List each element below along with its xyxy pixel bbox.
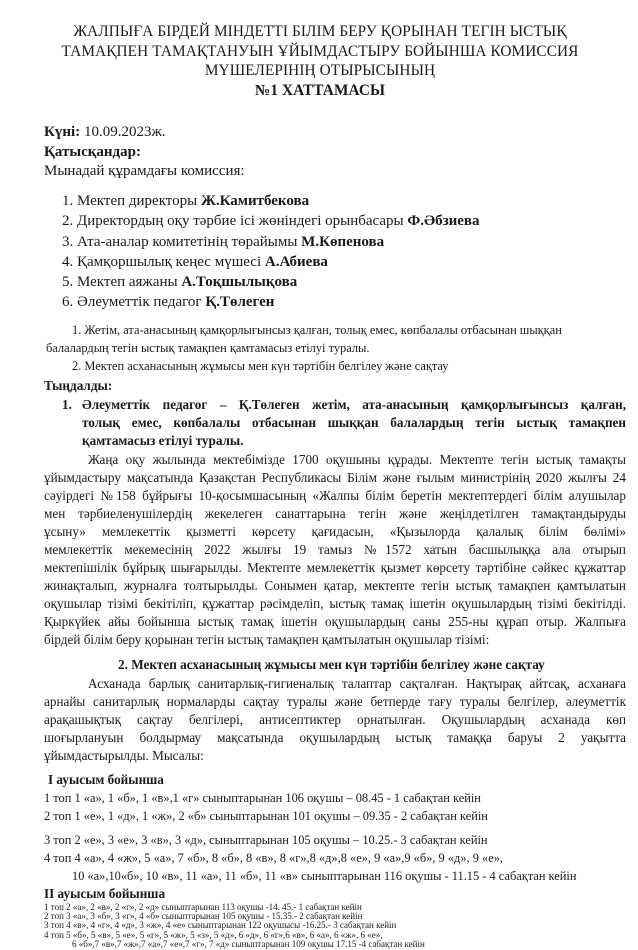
meeting-date [44, 124, 166, 141]
protocol-number: №1 ХАТТАМАСЫ [254, 81, 386, 99]
schedule-row: 2 топ 3 «а», 3 «б», 3 «г», 4 «б» сыныптарынан 105 оқушы - 15.35.- 2 сабақтан кейін [44, 911, 363, 922]
title-line: ТАМАҚПЕН ТАМАҚТАНУЫН ҰЙЫМДАСТЫРУ БОЙЫНША КОМИССИЯ [61, 42, 579, 60]
date-label: Күні: [44, 124, 81, 140]
schedule-row-continued: 6 «б»,7 «в»,7 «ж»,7 «а»,7 «е»,7 «г», 7 «д» сыныптарынан 109 оқушы 17.15 -4 сабақтан кейін [72, 938, 425, 949]
member-item [62, 274, 297, 291]
paragraph-line: мен тәрбиеленушілердің жекелеген санаттарына тегін және жеңілдетілген тамақтандыруды [44, 506, 626, 521]
member-number: 1. [62, 193, 74, 209]
title-line: МҮШЕЛЕРІНІҢ ОТЫРЫСЫНЫҢ [204, 62, 436, 79]
paragraph-line: ұйымдастыру мақсатында Қазақстан Республикасы Білім және ғылым министрінің 2020 жылғы 24 [44, 470, 626, 485]
member-role: Ата-аналар комитетінің төрайымы [77, 234, 298, 250]
paragraph-line: Асханада барлық санитарлық-гигиеналық талаптар сақталған. Нақтырақ айтсақ, асханаға [88, 676, 626, 691]
member-item [62, 254, 328, 271]
member-item [62, 234, 384, 251]
member-item [62, 193, 309, 210]
paragraph-line: мемлекеттік мекемесінің 2022 жылғы 19 тамыз №1572 хатын басшылыққа ала отырып [44, 542, 626, 557]
heard-label: Тыңдалды: [44, 378, 113, 393]
paragraph-line: Жаңа оқу жылында мектебімізде 1700 оқушыны құрады. Мектепте тегін ыстық тамақты [88, 452, 626, 467]
schedule-row: 1 топ 2 «а», 2 «в», 2 «г», 2 «д» сыныптарынан 113 оқушы -14. 45.- 1 сабақтан кейін [44, 902, 362, 912]
paragraph-line: Қыркүйек айы бойынша ыстық тамақ ішетін оқушылардың саны 255-ны құрап отыр. Жалпыға [44, 614, 626, 629]
member-role: Әлеуметтік педагог [77, 294, 202, 310]
member-role: Директордың оқу тәрбие ісі жөніндегі орынбасары [77, 213, 404, 229]
section-heading-line: Әлеуметтік педагог – Қ.Төлеген жетім, ата-анасының қамқорлығынсыз қалған, [82, 397, 626, 412]
member-name: Қ.Төлеген [205, 294, 275, 310]
member-role: Мектеп аяжаны [77, 274, 178, 290]
paragraph-line: арақашықтық сақтау белгілері, антисептиктер орнатылған. Оқушылардың асханада көп [44, 712, 626, 727]
paragraph-line: бірдей білім беру қорынан тегін ыстық тамақпен қамтылатын оқушылар тізімі: [44, 632, 490, 647]
schedule-row: 3 топ 2 «е», 3 «е», 3 «в», 3 «д», сыныптарынан 105 оқушы – 10.25.- 3 сабақтан кейін [44, 833, 488, 847]
member-number: 5. [62, 274, 74, 290]
paragraph-line: мектепішілік бұйрық шығарылды. Мектепте мемлекеттік қызмет көрсету тәртібіне сәйкес құжаттар [44, 560, 626, 575]
paragraph-line: оқушылар тізімі бекітіліп, құжаттар рәсімделіп, ыстық тамақ ішетін оқушылардың тізімі бекітілді. [44, 596, 626, 611]
member-role: Қамқоршылық кеңес мүшесі [77, 254, 262, 270]
paragraph-line: сәуірдегі №158 бұйрығы 10-қосымшасының «Жалпы білім беретін мектептердегі білім алушылар [44, 488, 626, 503]
schedule-row: 4 топ 5 «б», 5 «в», 5 «е», 5 «г», 5 «ж», 5 «з», 5 «д», 6 «д», 6 «г»,6 «в», 6 «а», 6 «ж», 6 «е», [44, 929, 383, 940]
attendees-label: Қатысқандар: [44, 144, 141, 160]
member-name: Ж.Камитбекова [200, 193, 310, 209]
commission-intro: Мынадай құрамдағы комиссия: [44, 163, 245, 179]
schedule-row: 3 топ 4 «в», 4 «г», 4 «д», 3 «ж», 4 «е» сыныптарынан 122 оқушысы -16.25.- 3 сабақтан кейін [44, 920, 397, 931]
paragraph-line: шоғырлануын болдырмау мақсатында оқушылардың ыстық тамаққа баруы 2 уақытта [44, 730, 626, 745]
member-number: 4. [62, 254, 74, 270]
member-name: Ф.Әбзиева [407, 213, 480, 229]
member-role: Мектеп директоры [77, 193, 198, 209]
paragraph-line: ұсыну» мемлекеттік қызметті көрсету қағидасын, «Қызылорда қалалық білім бөлімі» [44, 524, 626, 539]
paragraph-line: арнайы санитарлық нормаларды сақтау туралы және бетперде тағу туралы белгілер, әлеуметтік [44, 694, 626, 709]
member-number: 2. [62, 213, 74, 229]
member-number: 3. [62, 234, 74, 250]
section-heading-line: қамтамасыз етілуі туралы. [82, 433, 244, 448]
member-number: 6. [62, 294, 74, 310]
paragraph-line: ұйымдастырылды. Мысалы: [44, 748, 204, 763]
shift-label: I ауысым бойынша [48, 772, 164, 787]
member-item [62, 213, 480, 230]
schedule-row-continued: 10 «а»,10«б», 10 «в», 11 «а», 11 «б», 11 «в» сыныптарынан 116 оқушы - 11.15 - 4 сабақтан кейін [72, 869, 577, 883]
section-number: 1. [62, 397, 72, 412]
document-title [40, 22, 600, 100]
title-line: ЖАЛПЫҒА БІРДЕЙ МІНДЕТТІ БІЛІМ БЕРУ ҚОРЫНАН ТЕГІН ЫСТЫҚ [73, 23, 567, 40]
agenda-item: 2. Мектеп асханасының жұмысы мен күн тәртібін белгілеу және сақтау [72, 359, 449, 373]
schedule-row: 4 топ 4 «а», 4 «ж», 5 «а», 7 «б», 8 «б», 8 «в», 8 «г»,8 «д»,8 «е», 9 «а»,9 «б», 9 «д», 9 «е», [44, 851, 504, 865]
agenda-item: 1. Жетім, ата-анасының қамқорлығынсыз қалған, толық емес, көпбалалы отбасынан шыққан [72, 323, 562, 337]
section-heading: 2. Мектеп асханасының жұмысы мен күн тәртібін белгілеу және сақтау [118, 657, 545, 672]
date-value: 10.09.2023ж. [83, 124, 166, 140]
paragraph-line: жинақталып, журналға толтырылды. Сонымен қатар, мектепте тегін ыстық тамақпен қамтылатын [44, 578, 626, 593]
section-heading-line: толық емес, көпбалалы отбасынан шыққан балалардың тегін ыстық тамақпен [82, 415, 626, 430]
shift-label: II ауысым бойынша [44, 886, 166, 901]
agenda-item-continued: балалардың тегін ыстық тамақпен қамтамасыз етілуі туралы. [46, 341, 370, 355]
schedule-row: 2 топ 1 «е», 1 «д», 1 «ж», 2 «б» сыныптарынан 101 оқушы – 09.35 - 2 сабақтан кейін [44, 809, 488, 823]
member-name: А.Тоқшылықова [181, 274, 298, 290]
member-item [62, 294, 274, 311]
schedule-row: 1 топ 1 «а», 1 «б», 1 «в»,1 «г» сыныптарынан 106 оқушы – 08.45 - 1 сабақтан кейін [44, 791, 481, 805]
member-name: А.Абиева [264, 254, 328, 270]
member-name: М.Көпенова [301, 234, 385, 250]
